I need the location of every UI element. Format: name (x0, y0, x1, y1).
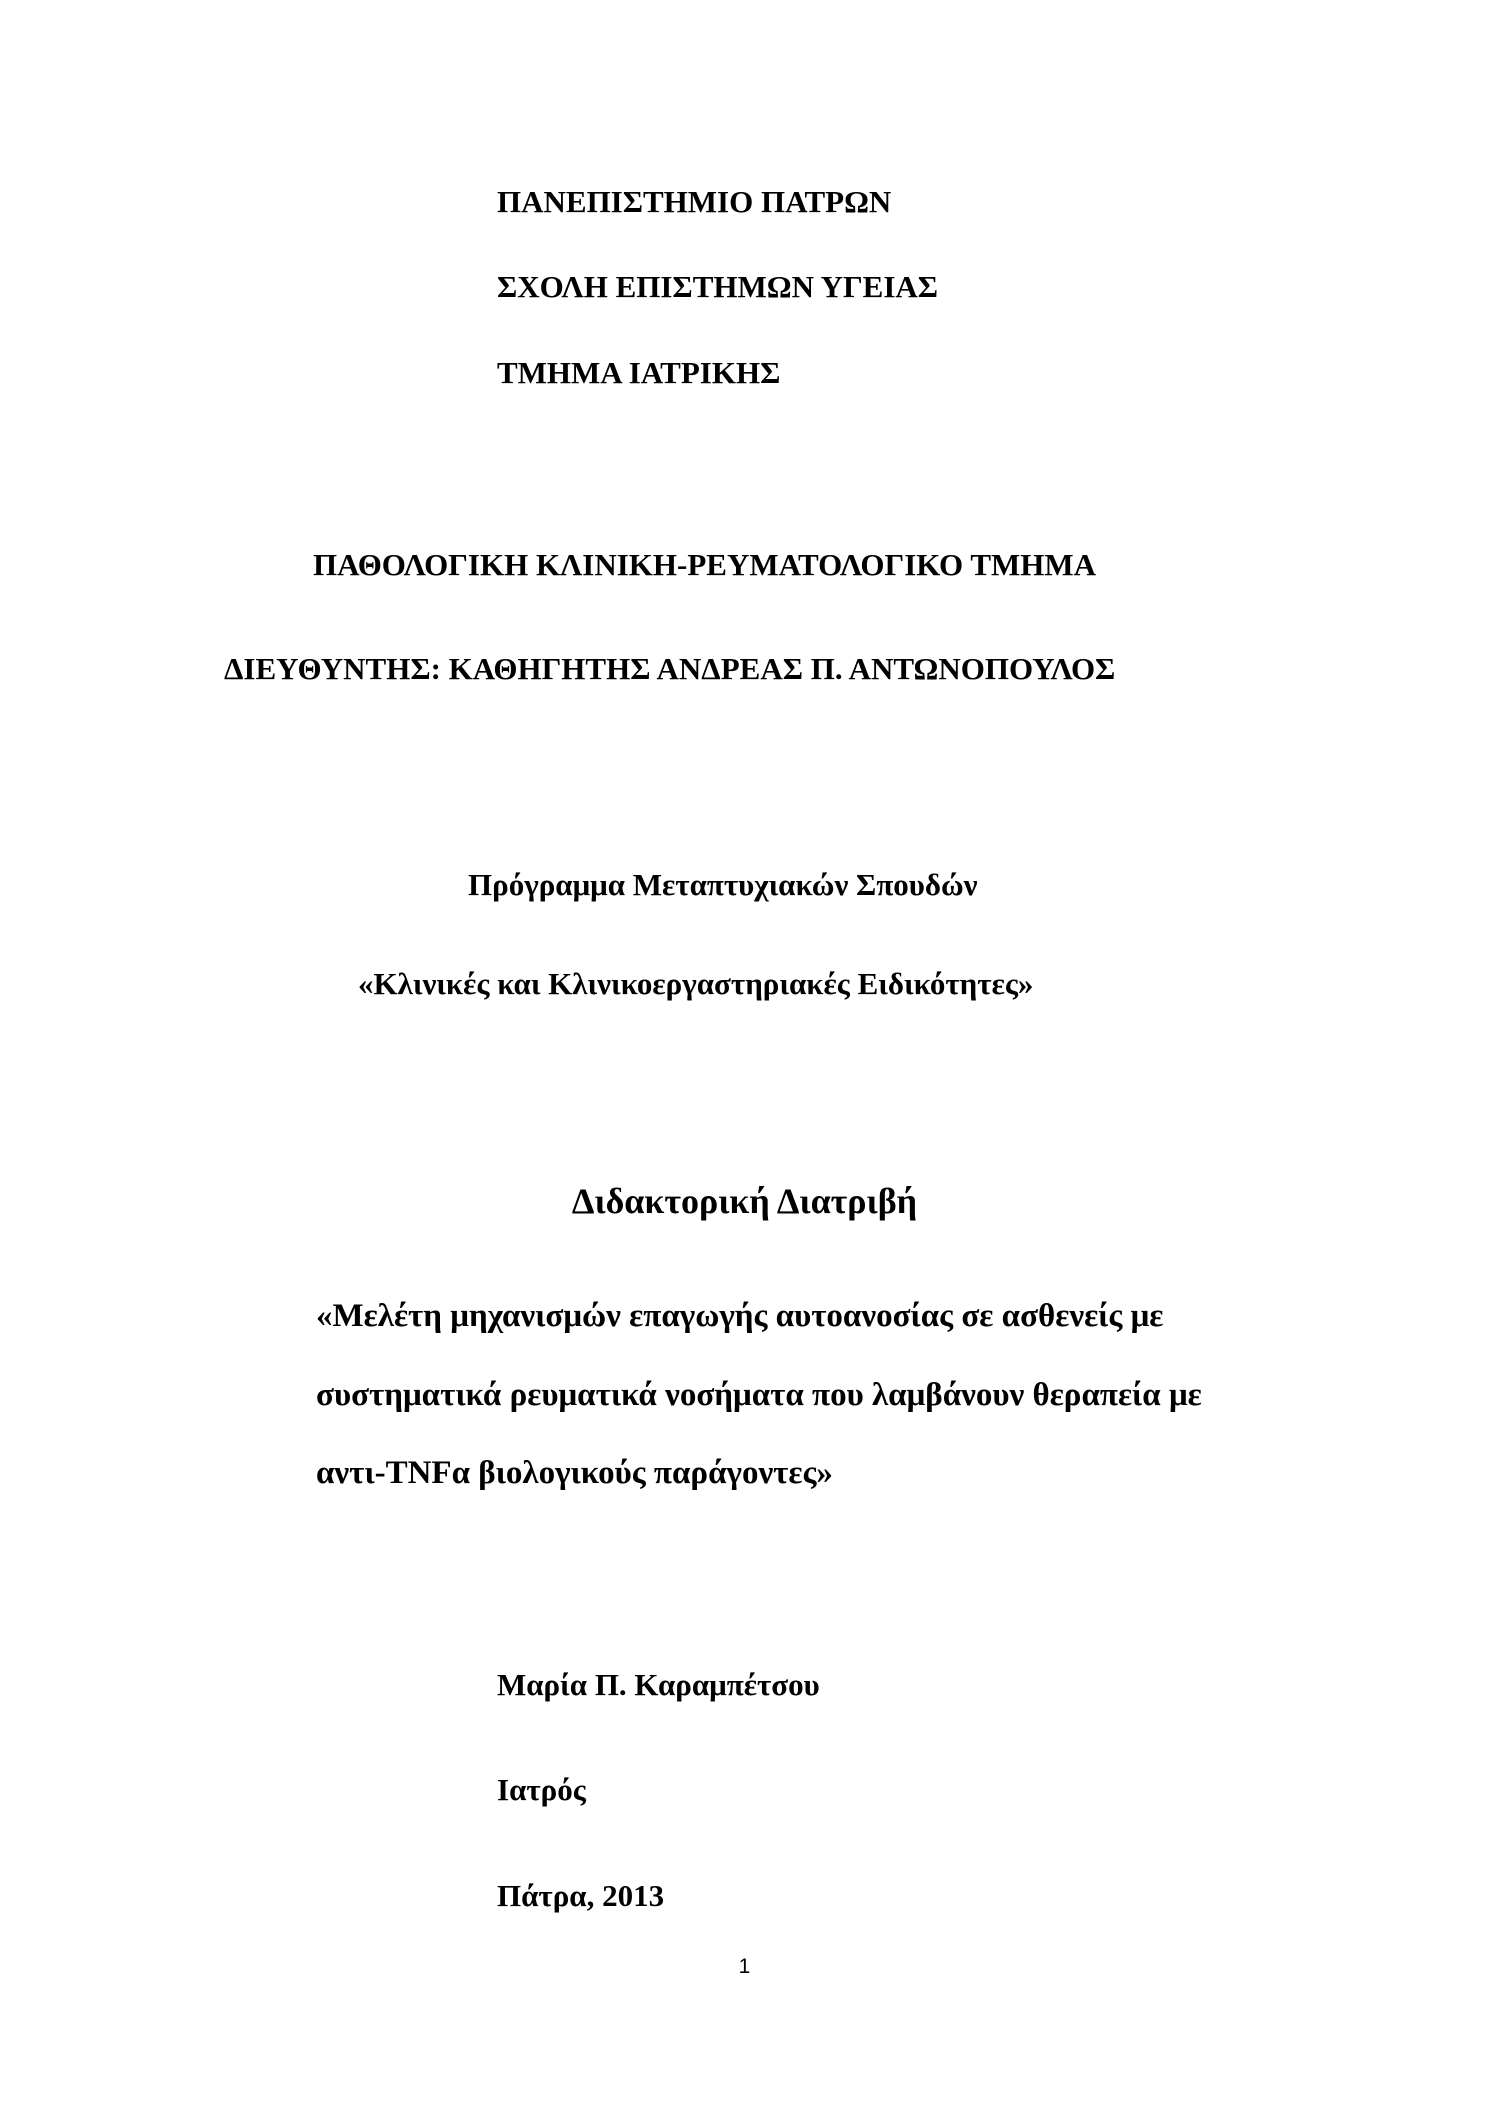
program-label: Πρόγραμμα Μεταπτυχιακών Σπουδών (468, 867, 978, 902)
thesis-title-line-2: συστηματικά ρευματικά νοσήματα που λαμβάνουν θεραπεία με (316, 1377, 1202, 1413)
thesis-title-line-1: «Μελέτη μηχανισμών επαγωγής αυτοανοσίας σε ασθενείς με (316, 1298, 1164, 1334)
author-name: Μαρία Π. Καραμπέτσου (497, 1667, 820, 1702)
author-profession: Ιατρός (497, 1772, 586, 1807)
thesis-type: Διδακτορική Διατριβή (571, 1181, 918, 1221)
clinic-name: ΠΑΘΟΛΟΓΙΚΗ ΚΛΙΝΙΚΗ-ΡΕΥΜΑΤΟΛΟΓΙΚΟ ΤΜΗΜΑ (313, 547, 1097, 582)
thesis-title-line-3: αντι-TNFα βιολογικούς παράγοντες» (316, 1455, 833, 1491)
clinic-director: ΔΙΕΥΘΥΝΤΗΣ: ΚΑΘΗΓΗΤΗΣ ΑΝΔΡΕΑΣ Π. ΑΝΤΩΝΟΠΟΥΛΟΣ (224, 651, 1116, 686)
school-name: ΣΧΟΛΗ ΕΠΙΣΤΗΜΩΝ ΥΓΕΙΑΣ (497, 269, 939, 304)
program-name: «Κλινικές και Κλινικοεργαστηριακές Ειδικότητες» (358, 966, 1034, 1001)
department-name: ΤΜΗΜΑ ΙΑΤΡΙΚΗΣ (497, 355, 781, 390)
university-name: ΠΑΝΕΠΙΣΤΗΜΙΟ ΠΑΤΡΩΝ (497, 184, 892, 219)
place-and-date: Πάτρα, 2013 (497, 1878, 665, 1913)
page-number: 1 (738, 1955, 751, 1978)
